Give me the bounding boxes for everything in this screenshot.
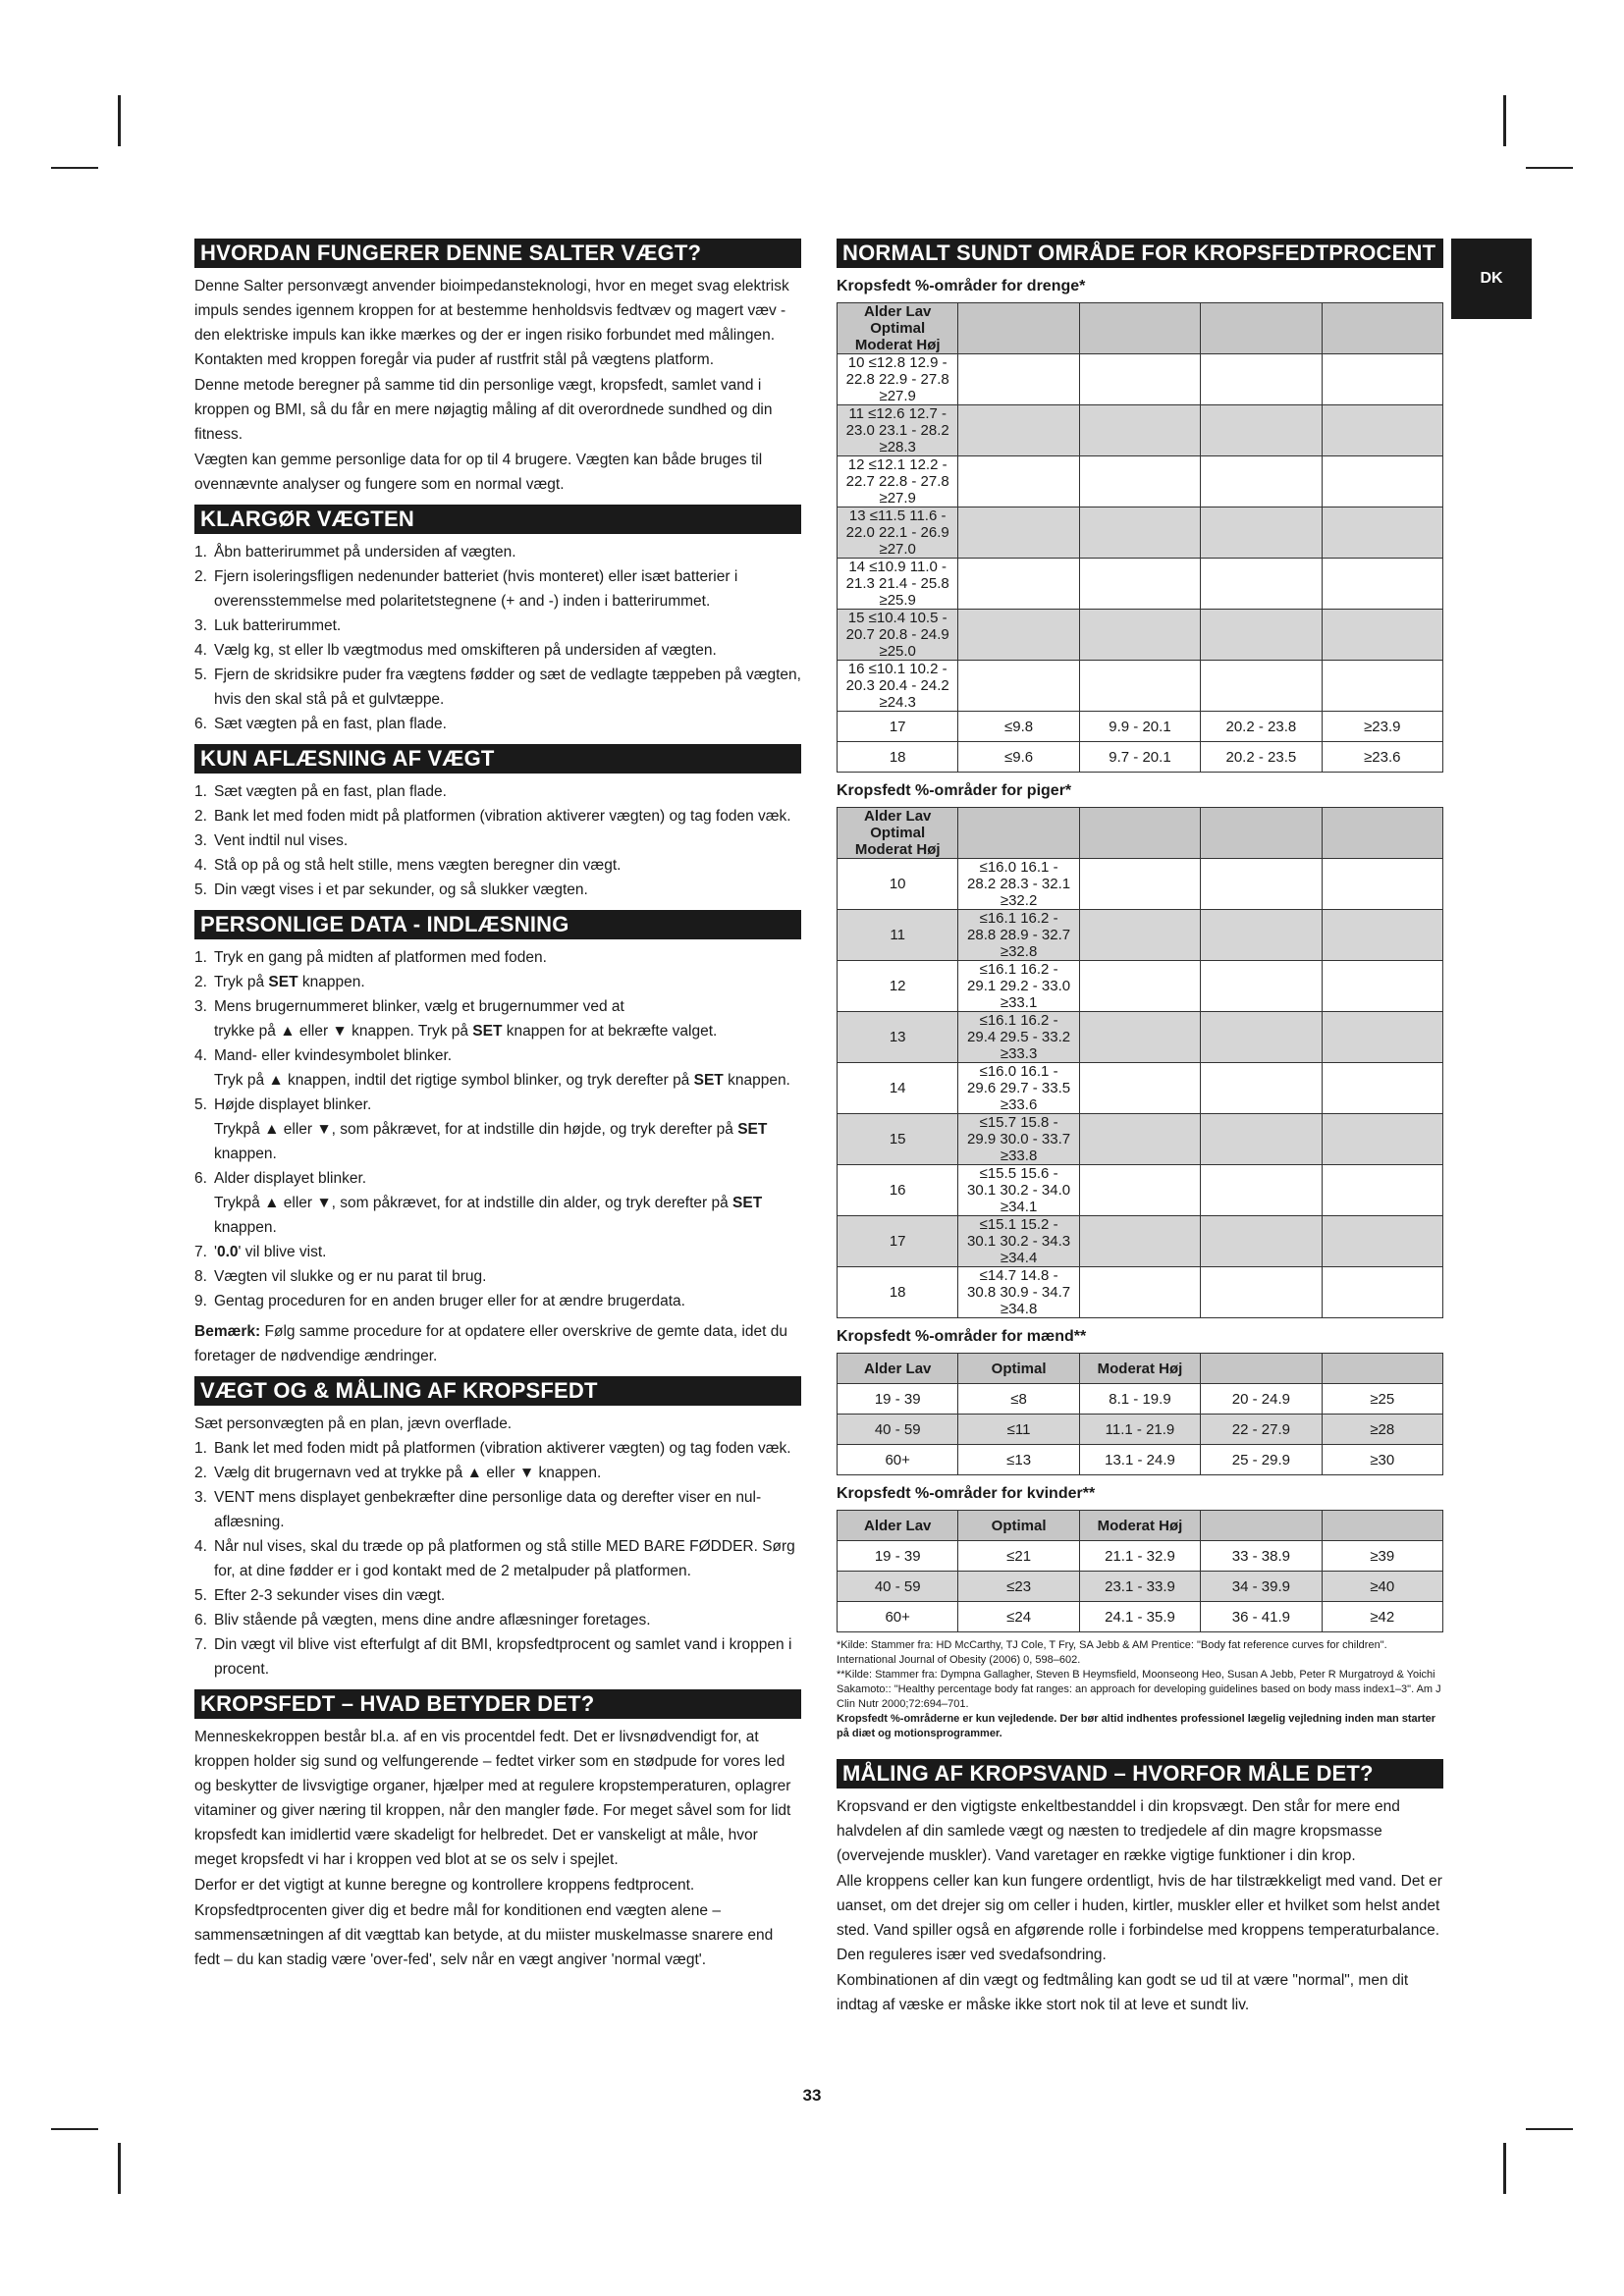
table-header-row [838,303,1443,354]
table-cell: ≤16.1 16.2 - 28.8 28.9 - 32.7 ≥32.8 [958,910,1079,961]
table-row [838,712,1443,742]
footnote: **Kilde: Stammer fra: Dympna Gallagher, Steven B Heymsfield, Moonseong Heo, Susan A Jebb, Peter R Murgatroyd & Yoichi Sakamoto:: "Healthy percentage body fat ranges: an approach for developing guidelines based on body mass index1–3". Am J Clin Nutr 2000;72:694–701. [837,1669,1441,1710]
list-item: 4. Når nul vises, skal du træde op på platformen og stå stille MED BARE FØDDER. Sørg for, at dine fødder er i god kontakt med de 2 metalpuder på platformen. [194,1538,795,1579]
steps-list [194,540,801,736]
table-cell: 60+ [838,1445,958,1475]
column-header [1322,1511,1442,1541]
table-row [838,661,1443,712]
table-row [838,1063,1443,1114]
paragraph: Denne metode beregner på samme tid din personlige vægt, kropsfedt, samlet vand i kroppen og BMI, så du får en mere nøjagtig måling af dit overordnede sundhed og din fitness. [194,377,773,443]
note: Bemærk: Følg samme procedure for at opdatere eller overskrive de gemte data, idet du foretager de nødvendige ændringer. [194,1323,787,1364]
section-body-fat-meaning [194,1689,801,1972]
table-cell [958,559,1079,610]
language-tab: DK [1451,239,1532,319]
column-header: Moderat Høj [1079,1354,1200,1384]
list-item: 2. Vælg dit brugernavn ved at trykke på ▲ eller ▼ knappen. [194,1465,602,1481]
section-body-fat-ranges [837,239,1443,1741]
table-row [838,1267,1443,1318]
table-cell: 33 - 38.9 [1201,1541,1322,1572]
table-cell: ≤24 [958,1602,1079,1632]
table-cell: 14 ≤10.9 11.0 - 21.3 21.4 - 25.8 ≥25.9 [838,559,958,610]
list-item: 6. Bliv stående på vægten, mens dine andre aflæsninger foretages. [194,1612,651,1629]
table-cell: ≤9.6 [958,742,1079,773]
table-cell [1322,1165,1442,1216]
table-cell: 9.7 - 20.1 [1079,742,1200,773]
table-cell [1201,610,1322,661]
table-cell: ≥25 [1322,1384,1442,1415]
table-cell: 18 [838,1267,958,1318]
table-cell: ≤8 [958,1384,1079,1415]
table-cell: 17 [838,712,958,742]
table-cell [1201,1165,1322,1216]
column-header: Alder Lav Optimal Moderat Høj [838,808,958,859]
table-cell [1322,456,1442,507]
table-cell [1079,661,1200,712]
table-row [838,1415,1443,1445]
table-cell [1201,1012,1322,1063]
table-row [838,610,1443,661]
table-cell [1079,961,1200,1012]
table-cell: ≥28 [1322,1415,1442,1445]
page-number: 33 [802,2086,822,2105]
column-header: Optimal [958,1511,1079,1541]
list-item: 2. Fjern isoleringsfligen nedenunder batteriet (hvis monteret) eller isæt batterier i overensstemmelse med polaritetstegnene (+ and -) inden i batterirummet. [194,568,738,610]
table-cell: ≤15.7 15.8 - 29.9 30.0 - 33.7 ≥33.8 [958,1114,1079,1165]
column-header [1079,303,1200,354]
column-header: Alder Lav Optimal Moderat Høj [838,303,958,354]
table-cell [1322,1216,1442,1267]
table-cell [1322,1063,1442,1114]
list-item: 5. Højde displayet blinker. Trykpå ▲ eller ▼, som påkrævet, for at indstille din højde, og tryk derefter på SET knappen. [194,1096,768,1162]
table-row [838,1384,1443,1415]
table-cell [1079,405,1200,456]
table-cell: 13.1 - 24.9 [1079,1445,1200,1475]
table-cell [1079,559,1200,610]
list-item: 7. Din vægt vil blive vist efterfulgt af dit BMI, kropsfedtprocent og samlet vand i kroppen i procent. [194,1636,792,1678]
section-how-it-works [194,239,801,497]
table-cell [958,507,1079,559]
crop-mark [1503,2143,1506,2194]
disclaimer: Kropsfedt %-områderne er kun vejledende. Der bør altid indhentes professionel lægelig vejledning inden man starter på diæt og motionsprogrammer. [837,1713,1436,1739]
list-item: 5. Din vægt vises i et par sekunder, og så slukker vægten. [194,881,588,898]
paragraph: Vægten kan gemme personlige data for op til 4 brugere. Vægten kan både bruges til ovennævnte analyser og fungere som en normal vægt. [194,452,763,493]
table-cell [1079,1114,1200,1165]
table-cell [1201,559,1322,610]
table-cell: 10 ≤12.8 12.9 - 22.8 22.9 - 27.8 ≥27.9 [838,354,958,405]
crop-mark [118,2143,121,2194]
table-cell: 24.1 - 35.9 [1079,1602,1200,1632]
section-heading: MÅLING AF KROPSVAND – HVORFOR MÅLE DET? [837,1759,1443,1789]
table-cell: ≤16.1 16.2 - 29.1 29.2 - 33.0 ≥33.1 [958,961,1079,1012]
men-fat-table [837,1353,1443,1475]
crop-mark [1503,95,1506,146]
section-heading: KLARGØR VÆGTEN [194,505,801,534]
column-header [1201,303,1322,354]
table-caption: Kropsfedt %-områder for mænd** [837,1328,1087,1345]
table-cell [1079,610,1200,661]
table-row [838,1012,1443,1063]
section-weight-only [194,744,801,902]
right-column [837,239,1443,2025]
list-item: 4. Stå op på og stå helt stille, mens vægten beregner din vægt. [194,857,622,874]
table-cell: ≥30 [1322,1445,1442,1475]
table-cell: ≤21 [958,1541,1079,1572]
table-cell: 23.1 - 33.9 [1079,1572,1200,1602]
boys-fat-table [837,302,1443,773]
section-heading: NORMALT SUNDT OMRÅDE FOR KROPSFEDTPROCENT [837,239,1443,268]
table-header-row [838,1354,1443,1384]
list-item: 6. Alder displayet blinker. Trykpå ▲ eller ▼, som påkrævet, for at indstille din alder, og tryk derefter på SET knappen. [194,1170,763,1236]
table-cell [1322,354,1442,405]
table-cell: 25 - 29.9 [1201,1445,1322,1475]
table-row [838,1165,1443,1216]
section-personal-data [194,910,801,1368]
table-header-row [838,1511,1443,1541]
table-cell: ≤16.1 16.2 - 29.4 29.5 - 33.2 ≥33.3 [958,1012,1079,1063]
table-cell [1322,910,1442,961]
crop-mark [118,95,121,146]
column-header [1201,1354,1322,1384]
table-cell [1201,661,1322,712]
table-cell [1201,1216,1322,1267]
table-cell [958,610,1079,661]
list-item: 5. Efter 2-3 sekunder vises din vægt. [194,1587,446,1604]
table-cell: 15 [838,1114,958,1165]
paragraph: Kropsfedtprocenten giver dig et bedre mål for konditionen end vægten alene – sammensætningen af dit vægttab kan betyde, at du miister muskelmasse snarere end fedt – du kan stadig være 'over-fed', selv når en vægt angiver 'normal vægt'. [194,1902,774,1968]
table-cell [1079,1216,1200,1267]
list-item: 7. '0.0' vil blive vist. [194,1244,327,1260]
table-header-row [838,808,1443,859]
table-cell [1322,859,1442,910]
table-cell: ≥23.9 [1322,712,1442,742]
table-cell: 12 ≤12.1 12.2 - 22.7 22.8 - 27.8 ≥27.9 [838,456,958,507]
table-caption: Kropsfedt %-områder for kvinder** [837,1485,1096,1502]
table-row [838,1572,1443,1602]
table-cell: 21.1 - 32.9 [1079,1541,1200,1572]
table-cell: ≤23 [958,1572,1079,1602]
table-cell: ≤14.7 14.8 - 30.8 30.9 - 34.7 ≥34.8 [958,1267,1079,1318]
list-item: 2. Tryk på SET knappen. [194,974,365,990]
column-header [1322,808,1442,859]
paragraph: Kombinationen af din vægt og fedtmåling kan godt se ud til at være "normal", men dit indtag af væske er måske ikke stort nok til at leve et sundt liv. [837,1972,1409,2013]
table-cell [1322,559,1442,610]
paragraph: Derfor er det vigtigt at kunne beregne og kontrollere kroppens fedtprocent. [194,1877,695,1894]
list-item: 6. Sæt vægten på en fast, plan flade. [194,716,447,732]
list-item: 4. Mand- eller kvindesymbolet blinker. Tryk på ▲ knappen, indtil det rigtige symbol blinker, og tryk derefter på SET knappen. [194,1047,790,1089]
table-cell: 20 - 24.9 [1201,1384,1322,1415]
table-cell: 60+ [838,1602,958,1632]
column-header [958,808,1079,859]
table-cell [1079,507,1200,559]
crop-mark [1526,2128,1573,2130]
section-heading: HVORDAN FUNGERER DENNE SALTER VÆGT? [194,239,801,268]
table-cell [1201,1063,1322,1114]
table-cell [1201,910,1322,961]
table-cell: 17 [838,1216,958,1267]
table-cell: ≤15.5 15.6 - 30.1 30.2 - 34.0 ≥34.1 [958,1165,1079,1216]
table-cell: 20.2 - 23.8 [1201,712,1322,742]
column-header [1201,808,1322,859]
table-cell [1079,354,1200,405]
paragraph: Menneskekroppen består bl.a. af en vis procentdel fedt. Det er livsnødvendigt for, at kroppen holder sig sund og velfungerende – fedtet virker som en stødpude for vores led og beskytter de livsvigtige organer, hjælper med at regulere kropstemperaturen, oplagrer vitaminer og giver næring til kroppen, når den mangler føde. For meget såvel som for lidt kropsfedt kan imidlertid være skadeligt for helbredet. Det er vanskeligt at måle, hvor meget kropsfedt vi har i kroppen ved blot at se os selv i spejlet. [194,1729,791,1868]
table-cell: 20.2 - 23.5 [1201,742,1322,773]
column-header: Alder Lav [838,1354,958,1384]
table-row [838,1445,1443,1475]
table-cell [1201,961,1322,1012]
table-cell [958,661,1079,712]
table-cell: 14 [838,1063,958,1114]
girls-fat-table [837,807,1443,1318]
table-cell: 16 ≤10.1 10.2 - 20.3 20.4 - 24.2 ≥24.3 [838,661,958,712]
table-cell [1201,507,1322,559]
table-cell [1322,1267,1442,1318]
table-cell [1322,1114,1442,1165]
table-row [838,1114,1443,1165]
table-cell: ≥42 [1322,1602,1442,1632]
table-cell [1322,961,1442,1012]
column-header [1201,1511,1322,1541]
column-header [958,303,1079,354]
table-cell: 15 ≤10.4 10.5 - 20.7 20.8 - 24.9 ≥25.0 [838,610,958,661]
section-prepare-scale [194,505,801,736]
table-cell: ≤16.0 16.1 - 28.2 28.3 - 32.1 ≥32.2 [958,859,1079,910]
table-cell: 18 [838,742,958,773]
table-cell: ≥39 [1322,1541,1442,1572]
table-cell [1201,354,1322,405]
table-cell [1201,456,1322,507]
table-row [838,559,1443,610]
table-cell [1079,859,1200,910]
table-cell: 10 [838,859,958,910]
table-cell: 11 ≤12.6 12.7 - 23.0 23.1 - 28.2 ≥28.3 [838,405,958,456]
list-item: 9. Gentag proceduren for en anden bruger eller for at ændre brugerdata. [194,1293,685,1309]
table-row [838,1541,1443,1572]
footnote: *Kilde: Stammer fra: HD McCarthy, TJ Cole, T Fry, SA Jebb & AM Prentice: "Body fat reference curves for children". International Journal of Obesity (2006) 0, 598–602. [837,1639,1387,1666]
women-fat-table [837,1510,1443,1632]
list-item: 8. Vægten vil slukke og er nu parat til brug. [194,1268,487,1285]
table-row [838,859,1443,910]
table-cell: 19 - 39 [838,1541,958,1572]
table-cell: 13 ≤11.5 11.6 - 22.0 22.1 - 26.9 ≥27.0 [838,507,958,559]
table-cell [958,354,1079,405]
table-cell [1079,1063,1200,1114]
table-cell: 40 - 59 [838,1415,958,1445]
table-cell [958,405,1079,456]
column-header: Alder Lav [838,1511,958,1541]
column-header [1079,808,1200,859]
table-cell: 34 - 39.9 [1201,1572,1322,1602]
crop-mark [51,167,98,169]
table-cell: 12 [838,961,958,1012]
table-cell [1079,1165,1200,1216]
table-cell [1201,1114,1322,1165]
table-row [838,405,1443,456]
table-row [838,910,1443,961]
table-row [838,1602,1443,1632]
table-cell: 19 - 39 [838,1384,958,1415]
table-cell: 16 [838,1165,958,1216]
list-item: 5. Fjern de skridsikre puder fra vægtens fødder og sæt de vedlagte tæppeben på vægten, hvis den skal stå på et gulvtæppe. [194,667,801,708]
column-header: Optimal [958,1354,1079,1384]
table-cell [1322,405,1442,456]
list-item: 3. Mens brugernummeret blinker, vælg et brugernummer ved at trykke på ▲ eller ▼ knappen. Tryk på SET knappen for at bekræfte valget. [194,998,718,1040]
table-cell: 9.9 - 20.1 [1079,712,1200,742]
table-cell: 8.1 - 19.9 [1079,1384,1200,1415]
table-cell: 13 [838,1012,958,1063]
table-cell: 11 [838,910,958,961]
table-caption: Kropsfedt %-områder for drenge* [837,278,1086,294]
table-row [838,456,1443,507]
table-row [838,1216,1443,1267]
table-cell [1322,661,1442,712]
table-cell [1201,405,1322,456]
left-column [194,239,801,1980]
section-heading: KROPSFEDT – HVAD BETYDER DET? [194,1689,801,1719]
table-cell [1322,1012,1442,1063]
list-item: 3. Luk batterirummet. [194,617,342,634]
paragraph: Kropsvand er den vigtigste enkeltbestanddel i din kropsvægt. Den står for mere end halvdelen af din samlede vægt og næsten to tredjedele af din magre kropsmasse (overvejende muskler). Vand varetager en række vigtige funktioner i din krop. [837,1798,1400,1864]
table-cell: ≤9.8 [958,712,1079,742]
table-cell [1322,507,1442,559]
steps-list [194,1436,801,1682]
list-item: 1. Sæt vægten på en fast, plan flade. [194,783,447,800]
table-row [838,354,1443,405]
section-body-water [837,1759,1443,2017]
table-cell [1201,1267,1322,1318]
paragraph: Sæt personvægten på en plan, jævn overflade. [194,1415,513,1432]
table-cell: 36 - 41.9 [1201,1602,1322,1632]
crop-mark [1526,167,1573,169]
table-cell [1201,859,1322,910]
column-header: Moderat Høj [1079,1511,1200,1541]
table-cell: ≤15.1 15.2 - 30.1 30.2 - 34.3 ≥34.4 [958,1216,1079,1267]
list-item: 1. Tryk en gang på midten af platformen med foden. [194,949,547,966]
steps-list [194,945,801,1313]
crop-mark [51,2128,98,2130]
table-row [838,961,1443,1012]
paragraph: Denne Salter personvægt anvender bioimpedansteknologi, hvor en meget svag elektrisk impuls sendes igennem kroppen for at bestemme henholdsvis fedtvæv og magert væv - den elektriske impuls kan ikke mærkes og der er ingen risiko forbundet med målingen. Kontakten med kroppen foregår via puder af rustfrit stål på vægtens platform. [194,278,789,368]
list-item: 2. Bank let med foden midt på platformen (vibration aktiverer vægten) og tag foden væk. [194,808,791,825]
section-heading: VÆGT OG & MÅLING AF KROPSFEDT [194,1376,801,1406]
section-heading: PERSONLIGE DATA - INDLÆSNING [194,910,801,939]
table-cell: ≤16.0 16.1 - 29.6 29.7 - 33.5 ≥33.6 [958,1063,1079,1114]
table-cell [1079,1012,1200,1063]
table-cell: 11.1 - 21.9 [1079,1415,1200,1445]
table-row [838,742,1443,773]
list-item: 3. Vent indtil nul vises. [194,832,349,849]
table-row [838,507,1443,559]
list-item: 3. VENT mens displayet genbekræfter dine personlige data og derefter viser en nul-aflæsning. [194,1489,762,1530]
table-caption: Kropsfedt %-områder for piger* [837,782,1072,799]
paragraph: Alle kroppens celler kan kun fungere ordentligt, hvis de har tilstrækkeligt med vand. Det er uanset, om det drejer sig om celler i huden, kirtler, muskler eller et hvilket som helst andet sted. Vand spiller også en afgørende rolle i forbindelse med kroppens temperaturbalance. Den reguleres især ved svedafsondring. [837,1873,1442,1963]
table-cell: ≤11 [958,1415,1079,1445]
list-item: 1. Åbn batterirummet på undersiden af vægten. [194,544,516,561]
column-header [1322,303,1442,354]
table-cell [1079,910,1200,961]
table-cell: ≤13 [958,1445,1079,1475]
table-cell [958,456,1079,507]
section-heading: KUN AFLÆSNING AF VÆGT [194,744,801,774]
column-header [1322,1354,1442,1384]
table-cell: 40 - 59 [838,1572,958,1602]
table-cell [1079,456,1200,507]
table-cell: ≥40 [1322,1572,1442,1602]
table-cell: ≥23.6 [1322,742,1442,773]
table-cell [1322,610,1442,661]
steps-list [194,779,801,902]
section-weight-and-fat [194,1376,801,1682]
table-cell [1079,1267,1200,1318]
list-item: 1. Bank let med foden midt på platformen (vibration aktiverer vægten) og tag foden væk. [194,1440,791,1457]
table-cell: 22 - 27.9 [1201,1415,1322,1445]
list-item: 4. Vælg kg, st eller lb vægtmodus med omskifteren på undersiden af vægten. [194,642,717,659]
